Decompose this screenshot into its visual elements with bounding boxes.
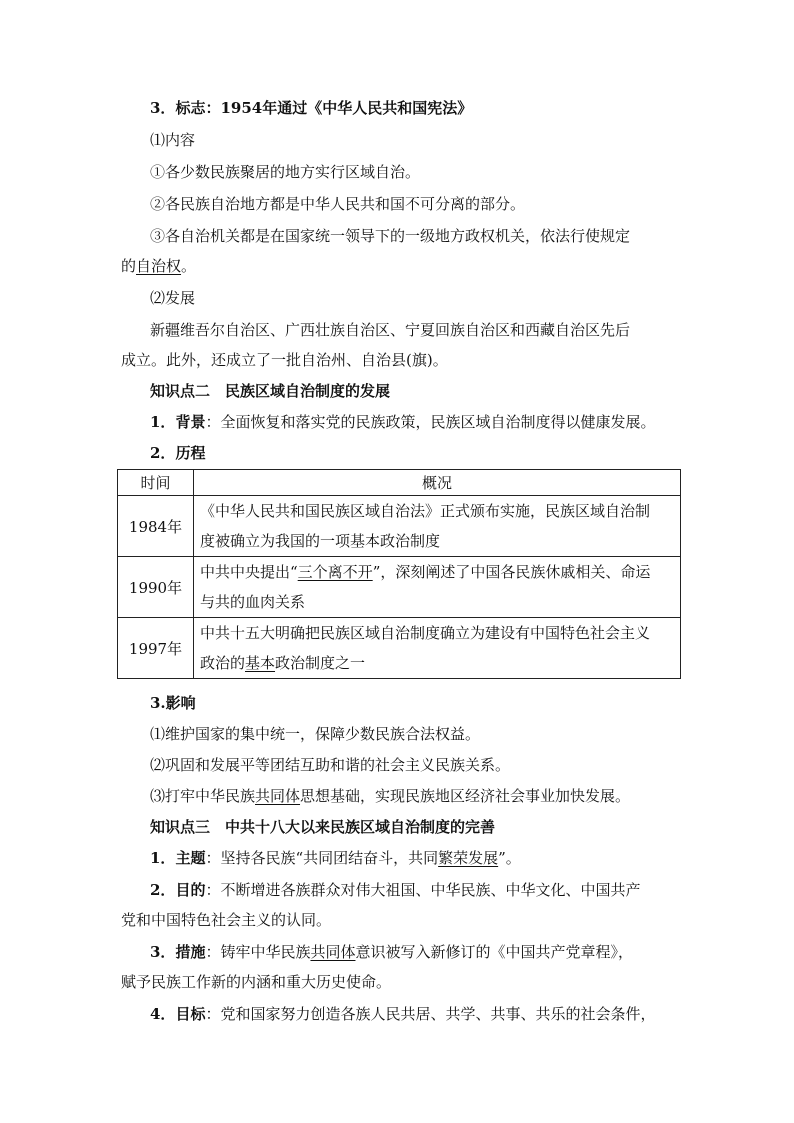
- overview-line: [200, 648, 674, 678]
- text-fragment: 政治制度之一: [275, 654, 366, 672]
- content-item-3: ③各自治机关都是在国家统一领导下的一级地方政权机关，依法行使规定: [150, 227, 631, 245]
- item-number: 3．: [150, 943, 176, 961]
- impact-item-2: ⑵巩固和发展平等团结互助和谐的社会主义民族关系。: [150, 756, 511, 774]
- section-number: 3．: [150, 99, 176, 117]
- item-text: ：党和国家努力创造各族人民共居、共学、共事、共乐的社会条件，: [205, 1005, 656, 1023]
- underlined-term: 基本: [245, 654, 276, 672]
- year-cell: 1984年: [118, 496, 194, 557]
- goal-line: [150, 880, 681, 900]
- knowledge-point-3-title: 知识点三 中共十八大以来民族区域自治制度的完善: [150, 818, 496, 836]
- item-label: 措施: [175, 943, 206, 961]
- measure-line: [150, 942, 681, 962]
- text-fragment: ：坚持各民族“共同团结奋斗，共同: [205, 849, 439, 867]
- history-line: [150, 443, 681, 463]
- item-number: 1．: [150, 849, 176, 867]
- text-fragment: 中共中央提出“: [200, 563, 298, 581]
- overview-cell: [194, 618, 681, 679]
- section-3-heading: [150, 98, 681, 118]
- item-text: ：不断增进各族群众对伟大祖国、中华民族、中华文化、中国共产: [205, 881, 641, 899]
- table-row: [118, 618, 681, 679]
- underlined-term: 共同体: [255, 787, 301, 805]
- impact-item-3: [150, 786, 681, 806]
- theme-line: [150, 848, 681, 868]
- item-number: 4．: [150, 1005, 176, 1023]
- text-fragment: ”。: [498, 849, 521, 867]
- text-fragment: 的: [121, 257, 137, 275]
- section-text: 1954年通过《中华人民共和国宪法》: [220, 99, 473, 117]
- content-heading: ⑴内容: [150, 131, 196, 149]
- content-item-3-continuation: [121, 256, 681, 276]
- text-fragment: ”，深刻阐述了中国各民族休戚相关、命运: [372, 563, 651, 581]
- development-heading: ⑵发展: [150, 289, 196, 307]
- item-number: 2．: [150, 444, 176, 462]
- item-label: 背景: [175, 413, 206, 431]
- development-line-2: 成立。此外，还成立了一批自治州、自治县(旗)。: [121, 351, 448, 369]
- development-line-1: 新疆维吾尔自治区、广西壮族自治区、宁夏回族自治区和西藏自治区先后: [150, 321, 631, 339]
- header-time: 时间: [118, 470, 194, 496]
- overview-cell: [194, 496, 681, 557]
- impact-heading: 3.影响: [150, 694, 196, 712]
- text-fragment: 思想基础，实现民族地区经济社会事业加快发展。: [300, 787, 631, 805]
- overview-line: 与共的血肉关系: [200, 593, 306, 611]
- item-number: 2．: [150, 881, 176, 899]
- table-row: [118, 496, 681, 557]
- overview-line: 中共十五大明确把民族区域自治制度确立为建设有中国特色社会主义: [200, 624, 651, 642]
- content-item-1: ①各少数民族聚居的地方实行区域自治。: [150, 163, 421, 181]
- text-fragment: 。: [181, 257, 197, 275]
- overview-line: 度被确立为我国的一项基本政治制度: [200, 532, 441, 550]
- overview-line: [200, 557, 674, 587]
- underlined-term: 共同体: [310, 943, 356, 961]
- table-row: [118, 557, 681, 618]
- item-text: ：全面恢复和落实党的民族政策，民族区域自治制度得以健康发展。: [205, 413, 656, 431]
- impact-item-1: ⑴维护国家的集中统一，保障少数民族合法权益。: [150, 725, 481, 743]
- overview-cell: [194, 557, 681, 618]
- year-cell: 1990年: [118, 557, 194, 618]
- header-overview: 概况: [194, 470, 681, 496]
- underlined-term: 繁荣发展: [438, 849, 499, 867]
- item-label: 目的: [175, 881, 206, 899]
- text-fragment: 意识被写入新修订的《中国共产党章程》，: [355, 943, 633, 961]
- content-item-2: ②各民族自治地方都是中华人民共和国不可分离的部分。: [150, 195, 526, 213]
- text-fragment: ⑶打牢中华民族: [150, 787, 256, 805]
- section-label: 标志：: [175, 99, 221, 117]
- background-line: [150, 412, 681, 432]
- history-table: [117, 469, 681, 679]
- item-label: 目标: [175, 1005, 206, 1023]
- text-fragment: ：铸牢中华民族: [205, 943, 311, 961]
- overview-line: 《中华人民共和国民族区域自治法》正式颁布实施，民族区域自治制: [200, 502, 651, 520]
- target-line: [150, 1004, 681, 1024]
- underlined-term: 三个离不开: [297, 563, 373, 581]
- item-label: 历程: [175, 444, 206, 462]
- measure-line-2: 赋予民族工作新的内涵和重大历史使命。: [121, 973, 392, 991]
- year-cell: 1997年: [118, 618, 194, 679]
- table-header-row: [118, 470, 681, 496]
- knowledge-point-2-title: 知识点二 民族区域自治制度的发展: [150, 382, 391, 400]
- underlined-term: 自治权: [136, 257, 182, 275]
- goal-line-2: 党和中国特色社会主义的认同。: [121, 911, 332, 929]
- item-label: 主题: [175, 849, 206, 867]
- text-fragment: 政治的: [200, 654, 246, 672]
- item-number: 1．: [150, 413, 176, 431]
